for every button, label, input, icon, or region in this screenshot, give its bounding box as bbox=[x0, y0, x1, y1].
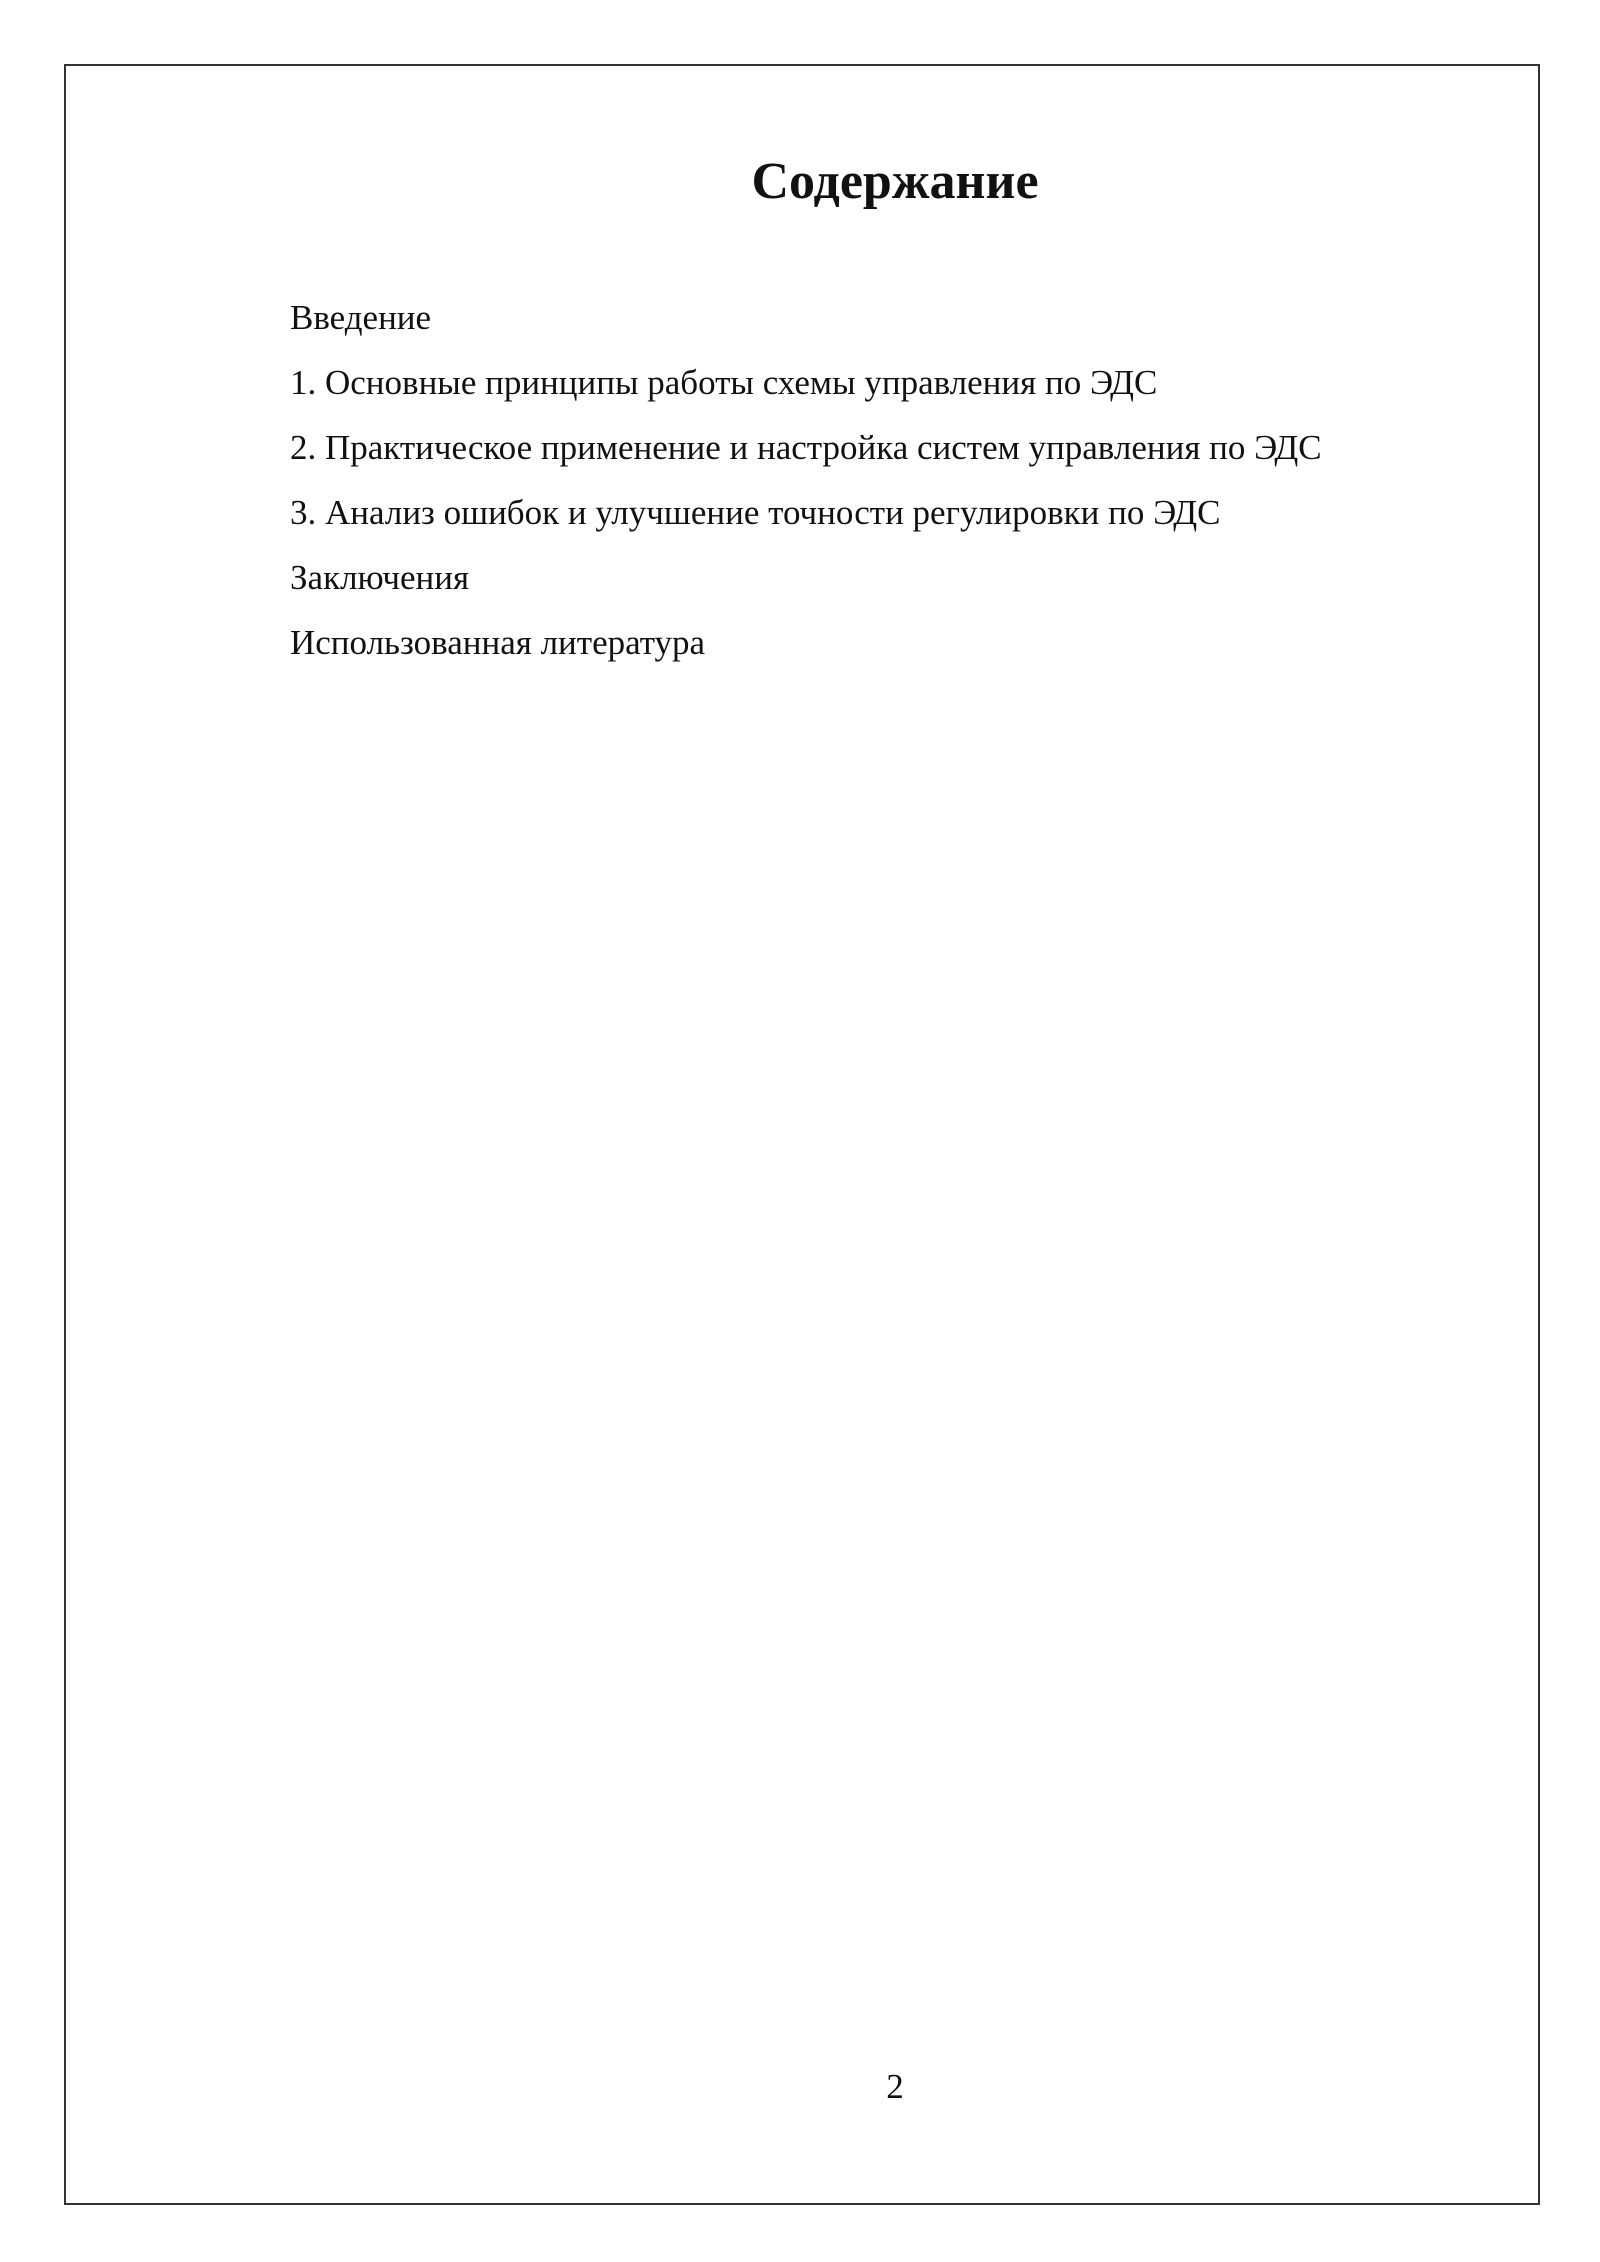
table-of-contents bbox=[290, 290, 1322, 680]
toc-entry-chapter-1: 1. Основные принципы работы схемы управления по ЭДС bbox=[290, 363, 1158, 402]
toc-entry-chapter-2: 2. Практическое применение и настройка систем управления по ЭДС bbox=[290, 428, 1322, 467]
toc-entry-chapter-3: 3. Анализ ошибок и улучшение точности регулировки по ЭДС bbox=[290, 493, 1221, 532]
toc-entry-conclusion: Заключения bbox=[290, 558, 470, 597]
toc-entry-references: Использованная литература bbox=[290, 623, 706, 662]
page-number: 2 bbox=[886, 2067, 904, 2106]
page-title: Содержание bbox=[751, 153, 1039, 210]
toc-entry-introduction: Введение bbox=[290, 298, 432, 337]
